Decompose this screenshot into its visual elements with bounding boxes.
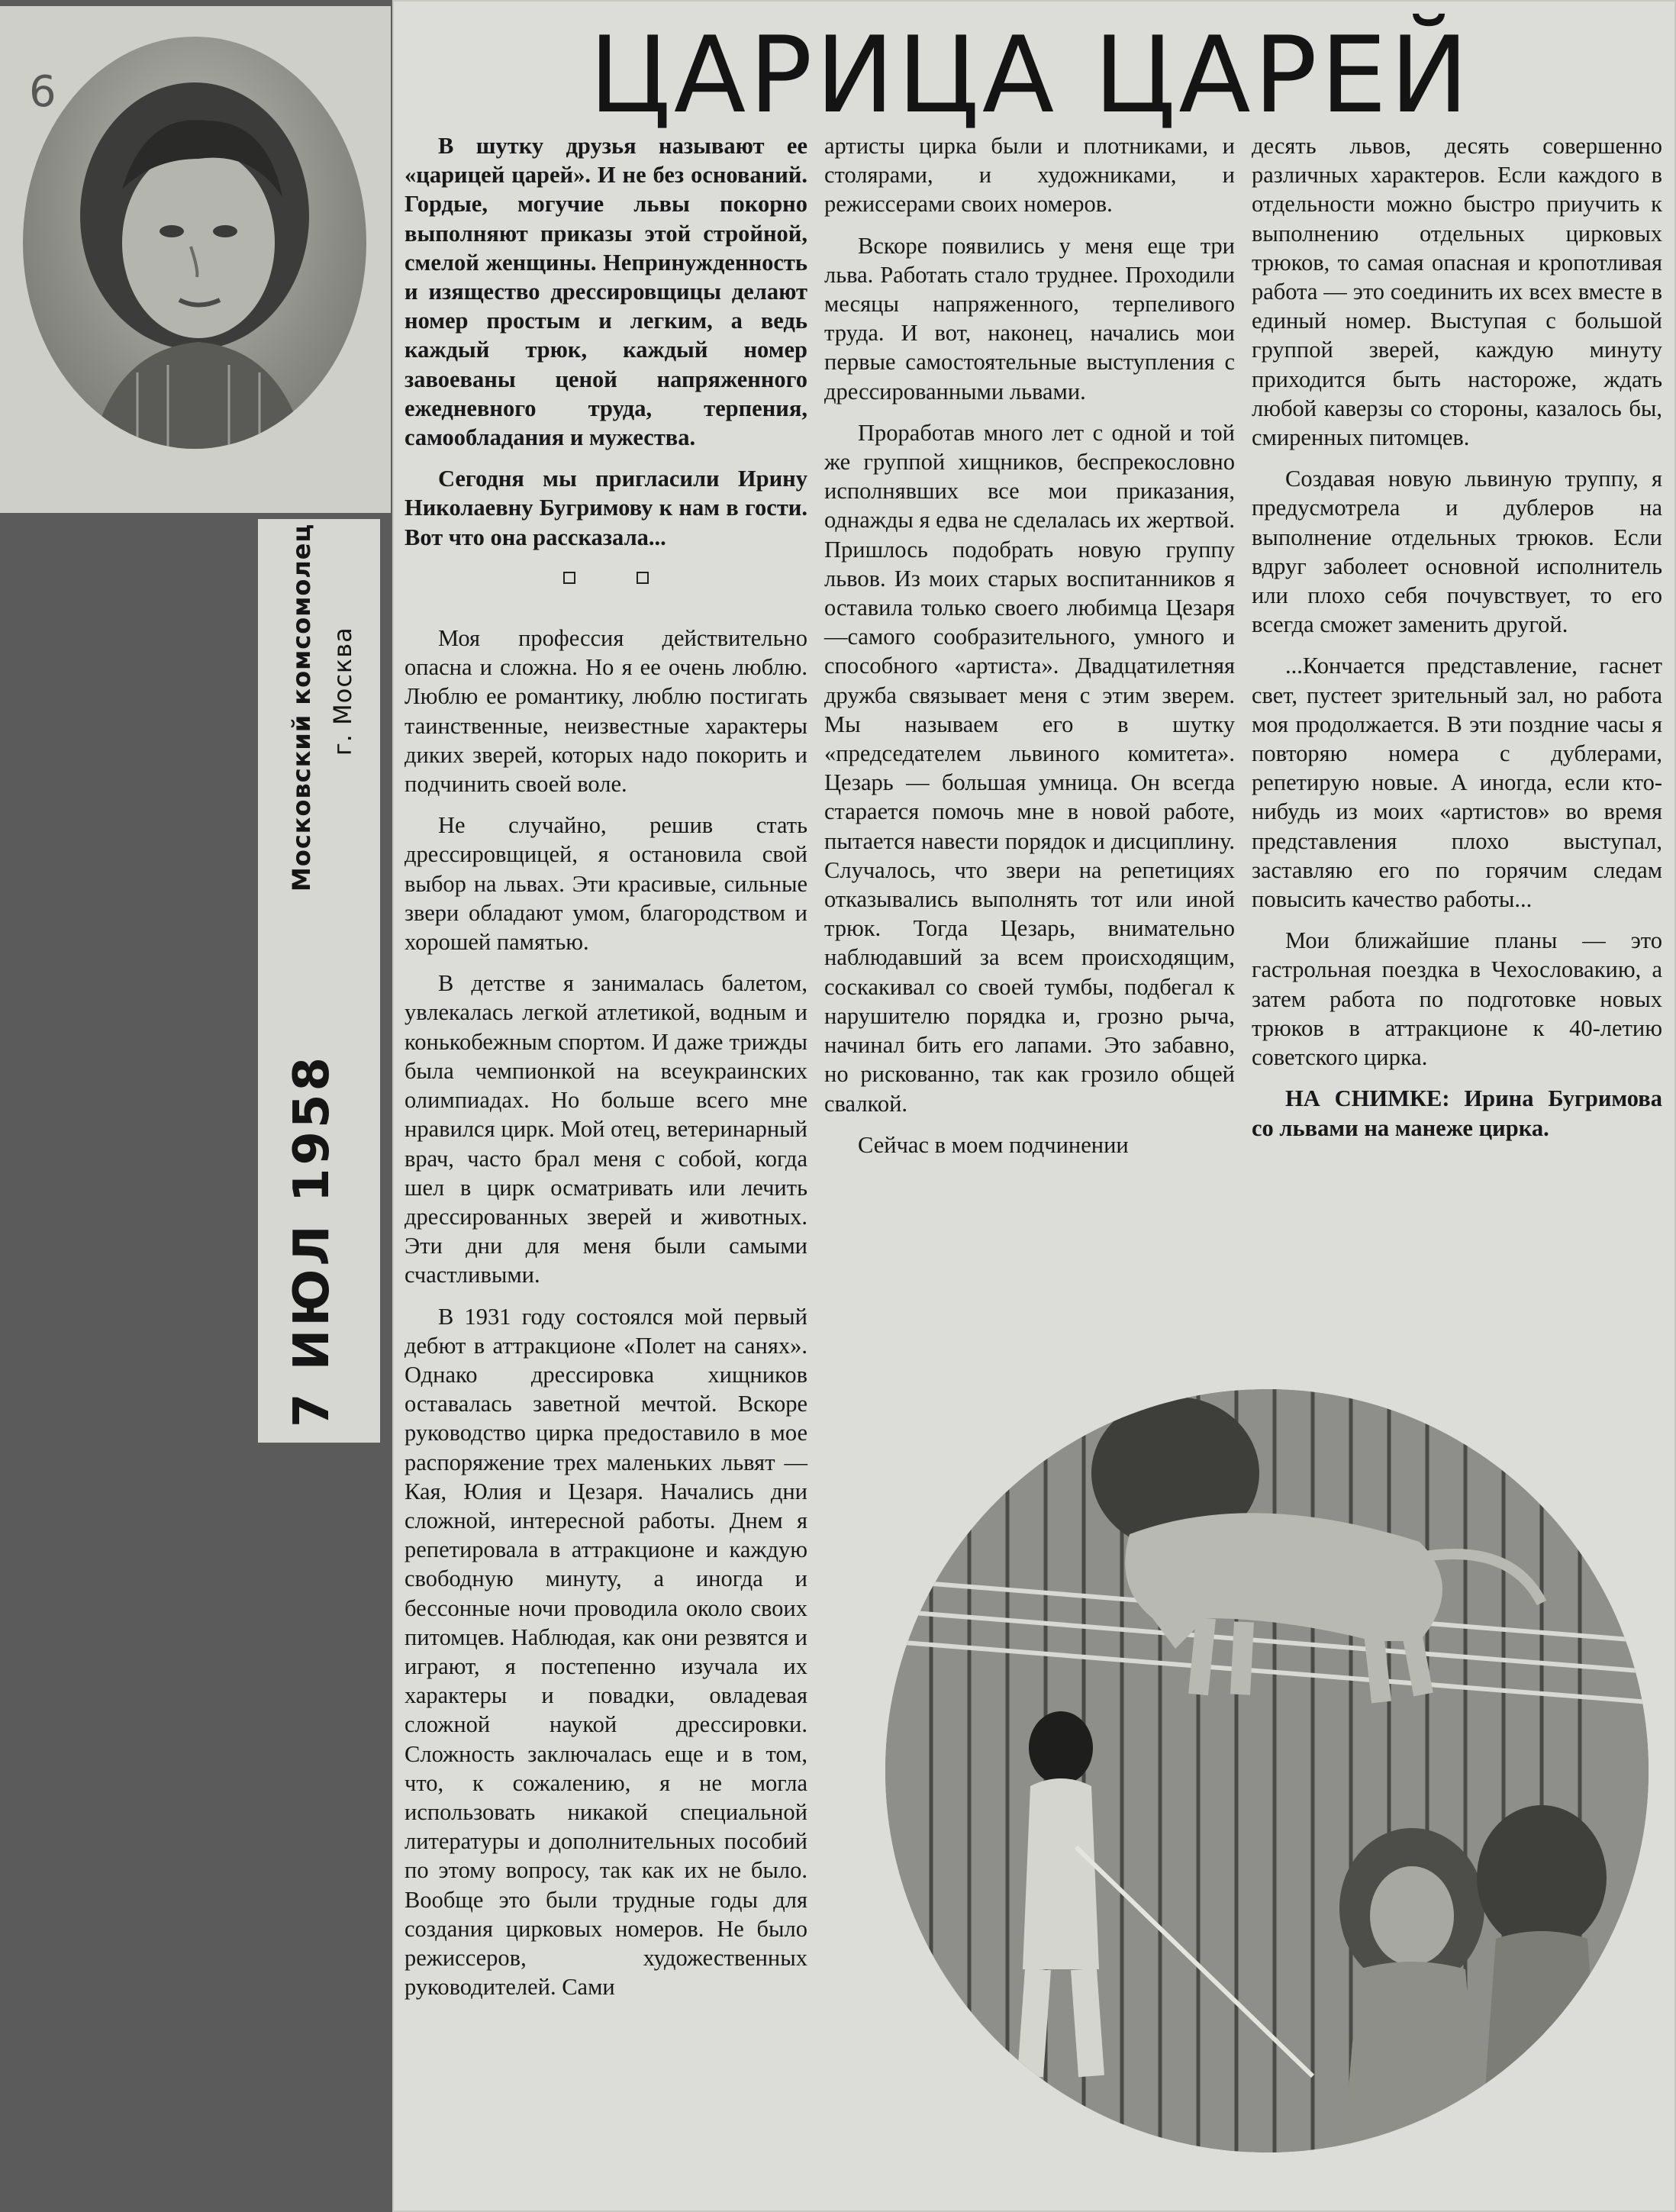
section-separator: [404, 564, 807, 593]
photo-caption: НА СНИМКЕ: Ирина Бугримова со львами на манеже цирка.: [1252, 1085, 1662, 1141]
body-paragraph: ...Кончается представление, гаснет свет, пустеет зрительный зал, но работа моя продолжается. В эти поздние часы я повторяю номера с дублерами, репетирую новые. А иногда, если кто-нибудь из моих «артистов» во время представления плохо выступал, заставляю его по горячим следам повысить качество работы...: [1252, 653, 1662, 913]
body-paragraph: Сейчас в моем подчинении: [858, 1131, 1129, 1158]
body-paragraph: В детстве я занималась балетом, увлекалась легкой атлетикой, водным и конькобежным спортом. И даже трижды была чемпионкой на всеукраинских олимпиадах. Но больше всего мне нравился цирк. Мой отец, ветеринарный врач, часто брал меня с собой, когда шел в цирк осматривать или лечить дрессированных зверей и животных. Эти дни для меня были самыми счастливыми.: [404, 970, 807, 1288]
column-3: [1252, 131, 1662, 1155]
body-paragraph: Вскоре появились у меня еще три льва. Работать стало труднее. Проходили месяцы напряженного, терпеливого труда. И вот, наконец, начались мои первые самостоятельные выступления с дрессированными львами.: [824, 232, 1235, 405]
date-stamp: 7 ИЮЛ 1958: [284, 1053, 340, 1427]
intro-paragraph-2: Сегодня мы пригласили Ирину Николаевну Бугримову к нам в гости. Вот что она рассказала...: [404, 466, 807, 550]
body-paragraph: десять львов, десять совершенно различных характеров. Если каждого в отдельности можно быстро приучить к выполнению отдельных цирковых трюков, то самая опасная и кропотливая работа — это соединить их всех вместе в единый номер. Выступая с большой группой зверей, каждую минуту приходится быть настороже, ждать любой каверзы со стороны, казалось бы, смиренных питомцев.: [1252, 133, 1662, 451]
body-paragraph: Не случайно, решив стать дрессировщицей, я остановила свой выбор на львах. Эти красивые, сильные звери обладают умом, благородством и хорошей памятью.: [404, 812, 807, 956]
newspaper-name: Московский комсомолец: [287, 523, 316, 892]
body-paragraph: Моя профессия действительно опасна и сложна. Но я ее очень люблю. Люблю ее романтику, люблю постигать таинственные, неизвестные характеры диких зверей, которых надо покорить и подчинить своей воле.: [404, 625, 807, 798]
body-paragraph: В 1931 году состоялся мой первый дебют в аттракционе «Полет на санях». Однако дрессировка хищников оставалась заветной мечтой. Вскоре руководство цирка предоставило в мое распоряжение трех маленьких львят — Кая, Юлия и Цезаря. Начались дни сложной, интересной работы. Днем я репетировала в аттракционе и каждую свободную минуту, а иногда и бессонные ночи проводила около своих питомцев. Наблюдая, как они резвятся и играют, я постепенно изучала их характеры и повадки, овладевая сложной наукой дрессировки. Сложность заключалась еще и в том, что, к сожалению, я не могла использовать никакой специальной литературы и дополнительных пособий по этому вопросу, так как их не было. Вообще это были трудные годы для создания цирковых номеров. Не было режиссеров, художественных руководителей. Сами: [404, 1303, 807, 2001]
body-paragraph: Проработав много лет с одной и той же группой хищников, беспрекословно исполнявших все мои приказания, однажды я едва не сделалась их жертвой. Пришлось подобрать новую группу львов. Из моих старых воспитанников я оставила только своего любимца Цезаря—самого сообразительного, умного и способного «артиста». Двадцатилетняя дружба связывает меня с этим зверем. Мы называем его в шутку «председателем львиного комитета». Цезарь — большая умница. Он всегда старается помочь мне в новой работе, пытается навести порядок и дисциплину. Случалось, что звери на репетициях отказывались выполнять тот или иной трюк. Тогда Цезарь, внимательно наблюдавший за всем происходящим, соскакивал со своей тумбы, подбегал к нарушителю порядка и, грозно рыча, начинал бить его лапами. Это забавно, но рискованно, так как грозило общей свалкой.: [824, 419, 1235, 1117]
portrait-photo: [23, 37, 366, 449]
body-paragraph: артисты цирка были и плотниками, и столярами, и художниками, и режиссерами своих номеров.: [824, 133, 1235, 218]
headline: ЦАРИЦА ЦАРЕЙ: [588, 14, 1472, 137]
body-paragraph: Создавая новую львиную труппу, я предусмотрела и дублеров на выполнение отдельных трюков. Если вдруг заболеет основной исполнитель или плохо себя почувствует, то его всегда сможет заменить другой.: [1252, 466, 1662, 638]
portrait-clipping: [0, 6, 391, 513]
intro-paragraph-1: В шутку друзья называют ее «царицей царей». И не без оснований. Гордые, могучие львы покорно выполняют приказы этой стройной, смелой женщины. Непринужденность и изящество дрессировщицы делают номер простым и легким, а ведь каждый трюк, каждый номер завоеваны ценой напряженного ежедневного труда, терпения, самообладания и мужества.: [404, 133, 807, 451]
newspaper-city: г. Москва: [328, 627, 357, 756]
page-number: 6: [29, 67, 56, 117]
lions-photo: [885, 1389, 1649, 2152]
column-1: [404, 131, 807, 2014]
lions-illustration: [885, 1389, 1649, 2152]
column-2: [824, 131, 1235, 1172]
body-paragraph: Мои ближайшие планы — это гастрольная поездка в Чехословакию, а затем работа по подготовке новых трюков в аттракционе к 40-летию советского цирка.: [1252, 927, 1662, 1071]
portrait-illustration: [23, 37, 366, 449]
